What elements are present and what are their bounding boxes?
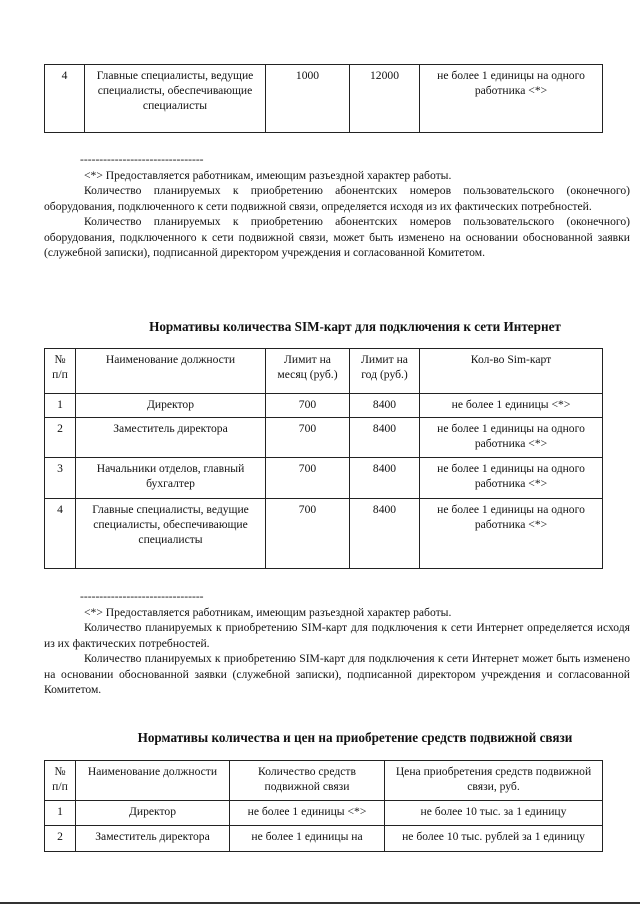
header-position: Наименование должности xyxy=(76,761,230,801)
table-row xyxy=(45,801,603,826)
table-1 xyxy=(44,64,603,133)
paragraph: Количество планируемых к приобретению SIM-карт для подключения к сети Интернет может быть изменено на основании обоснованной заявки (служебной записки), подписанной директором учреждения и согласованной Комитетом. xyxy=(44,652,630,697)
table-header-row xyxy=(45,349,603,394)
position-name: Директор xyxy=(76,394,266,418)
section-title: Нормативы количества и цен на приобретение средств подвижной связи xyxy=(137,730,573,745)
position-name: Заместитель директора xyxy=(76,826,230,852)
header-position: Наименование должности xyxy=(76,349,266,394)
footnote: <*> Предоставляется работникам, имеющим разъездной характер работы. xyxy=(84,606,452,619)
table-row xyxy=(45,418,603,458)
year-limit: 8400 xyxy=(350,458,420,499)
year-limit: 8400 xyxy=(350,499,420,569)
device-price: не более 10 тыс. рублей за 1 единицу xyxy=(385,826,603,852)
position-name: Главные специалисты, ведущие специалисты, обеспечивающие специалисты xyxy=(85,65,266,133)
paragraph: Количество планируемых к приобретению абонентских номеров пользовательского (оконечного) оборудования, подключенного к сети подвижной связи, определяется исходя из их фактических потребностей. xyxy=(44,184,630,213)
table-row xyxy=(45,826,603,852)
row-number: 1 xyxy=(45,801,76,826)
month-limit: 700 xyxy=(266,499,350,569)
position-name: Заместитель директора xyxy=(76,418,266,458)
page-bottom-edge xyxy=(0,902,640,904)
month-limit: 700 xyxy=(266,394,350,418)
sim-count: не более 1 единицы на одного работника <*> xyxy=(420,458,603,499)
device-count: не более 1 единицы на xyxy=(230,826,385,852)
notes-block-1 xyxy=(44,168,630,260)
row-number: 2 xyxy=(45,418,76,458)
sim-count: не более 1 единицы на одного работника <*> xyxy=(420,499,603,569)
notes-block-2 xyxy=(44,605,630,697)
header-sim-count: Кол-во Sim-карт xyxy=(420,349,603,394)
row-number: 4 xyxy=(45,499,76,569)
row-number: 2 xyxy=(45,826,76,852)
month-limit: 700 xyxy=(266,418,350,458)
footnote-separator: -------------------------------- xyxy=(80,590,204,603)
header-number: № п/п xyxy=(45,349,76,394)
year-limit: 8400 xyxy=(350,418,420,458)
month-limit: 1000 xyxy=(266,65,350,133)
sim-count: не более 1 единицы <*> xyxy=(420,394,603,418)
unit-count: не более 1 единицы на одного работника <*> xyxy=(420,65,603,133)
header-year-limit: Лимит на год (руб.) xyxy=(350,349,420,394)
header-number: № п/п xyxy=(45,761,76,801)
position-name: Главные специалисты, ведущие специалисты, обеспечивающие специалисты xyxy=(76,499,266,569)
paragraph: Количество планируемых к приобретению абонентских номеров пользовательского (оконечного) оборудования, подключенного к сети подвижной связи, может быть изменено на основании обоснованной заявки (служебной записки), подписанной директором учреждения и согласованной Комитетом. xyxy=(44,215,630,260)
section-title: Нормативы количества SIM-карт для подключения к сети Интернет xyxy=(149,319,561,334)
month-limit: 700 xyxy=(266,458,350,499)
table-row xyxy=(45,499,603,569)
table-row xyxy=(45,458,603,499)
row-number: 3 xyxy=(45,458,76,499)
header-device-price: Цена приобретения средств подвижной связи, руб. xyxy=(385,761,603,801)
sim-count: не более 1 единицы на одного работника <*> xyxy=(420,418,603,458)
table-row xyxy=(45,65,603,133)
position-name: Начальники отделов, главный бухгалтер xyxy=(76,458,266,499)
year-limit: 12000 xyxy=(350,65,420,133)
header-month-limit: Лимит на месяц (руб.) xyxy=(266,349,350,394)
footnote: <*> Предоставляется работникам, имеющим разъездной характер работы. xyxy=(84,169,452,182)
header-device-count: Количество средств подвижной связи xyxy=(230,761,385,801)
device-count: не более 1 единицы <*> xyxy=(230,801,385,826)
table-header-row xyxy=(45,761,603,801)
table-3 xyxy=(44,760,603,852)
table-2 xyxy=(44,348,603,569)
row-number: 4 xyxy=(45,65,85,133)
footnote-separator: -------------------------------- xyxy=(80,153,204,166)
device-price: не более 10 тыс. за 1 единицу xyxy=(385,801,603,826)
year-limit: 8400 xyxy=(350,394,420,418)
table-row xyxy=(45,394,603,418)
row-number: 1 xyxy=(45,394,76,418)
position-name: Директор xyxy=(76,801,230,826)
paragraph: Количество планируемых к приобретению SIM-карт для подключения к сети Интернет определяется исходя из их фактических потребностей. xyxy=(44,621,630,650)
